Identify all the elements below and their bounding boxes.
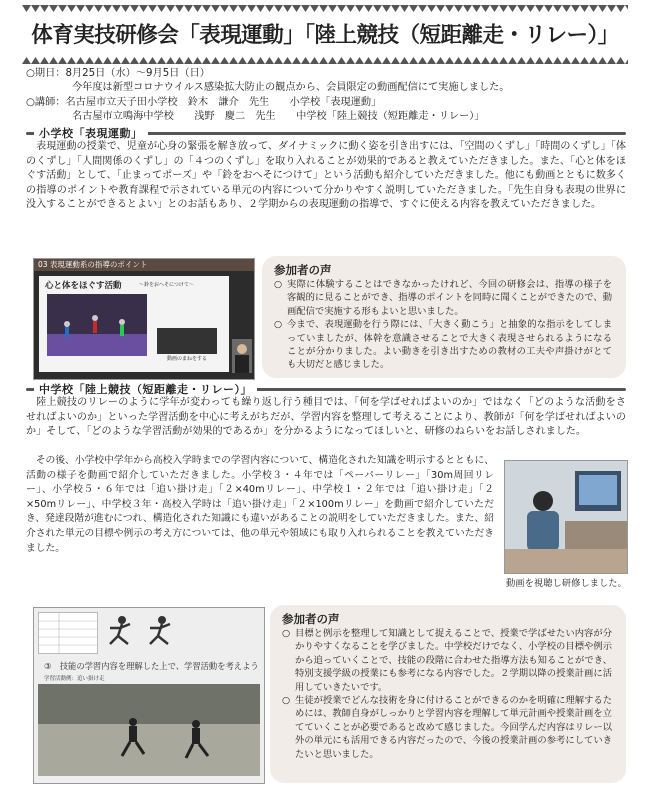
section-heading-label: 小学校「表現運動」 (34, 125, 148, 141)
slide-body (39, 276, 229, 372)
gym-runners-illustration (38, 684, 260, 776)
decorative-border-top (22, 5, 628, 13)
voice-item: ○ 実際に体験することはできなかったけれど、今回の研修会は、指導の様子を客観的に見ることができ、指導のポイントを同時に聞くことができたので、動画配信で実施する形もよいと思いました。 (274, 278, 612, 318)
lecturer-line-2: 名古屋市立鳴海中学校 浅野 慶二 先生 中学校「陸上競技（短距離走・リレー）」 (72, 111, 485, 122)
participant-voices-junior (270, 605, 626, 783)
slide-table (38, 612, 98, 654)
page-title: 体育実技研修会「表現運動」「陸上競技（短距離走・リレー）」 (31, 23, 619, 48)
slide-inset-video (157, 328, 217, 354)
section-heading-elementary (26, 127, 626, 140)
voices-heading: 参加者の声 (282, 612, 340, 626)
voices-list (274, 278, 612, 372)
triangle-pattern-bottom (22, 56, 628, 64)
junior-body-2: その後、小学校中学年から高校入学時までの学習内容について、構造化された知識を明示するとともに、活動の様子を動画で紹介していただきました。小学校３・４年では「ペーパーリレー」「30m周回リレー」、小学校５・６年では「追い掛け走」「２×40mリレー」、中学校１・２年では「追い掛け走」「２×50mリレー」、中学校３年・高校入学時は「追い掛け走」「２×100mリレー」を動画で紹介していただき、発達段階が進むにつれ、構造化された知識にも違いがあることの説明をしていただきました。また、紹介された単元の目標や例示の考え方については、他の単元や領域にも取り入れられることを教えていただきました。 (26, 455, 494, 554)
voice-item: ○ 今まで、表現運動を行う際には、「大きく動こう」と抽象的な指示をしてしまっていましたが、体幹を意識させることで大きく表現させられるようになることが分かりました。よい動きを引き出すための教材の工夫や声掛けがとても大切だと感じました。 (274, 318, 612, 372)
decorative-border-bottom (22, 56, 628, 64)
period-note: 今年度は新型コロナウイルス感染拡大防止の観点から、会員限定の動画配信にて実施しました。 (72, 82, 510, 93)
dancers-illustration (47, 294, 147, 356)
training-photo (504, 460, 628, 574)
slide-banner: ③ 技能の学習内容を理解した上で、学習活動を考えよう (44, 661, 259, 671)
section-heading-junior (26, 383, 626, 396)
presenter-video (232, 339, 252, 373)
table-lines (39, 613, 97, 653)
voices-heading: 参加者の声 (274, 263, 332, 277)
triangle-pattern-top (22, 5, 628, 13)
junior-video-screenshot (33, 607, 265, 784)
gym-video-frame (38, 684, 260, 776)
lecturer-line-1: ○講師：名古屋市立天子田小学校 鈴木 謙介 先生 小学校「表現運動」 (26, 97, 382, 108)
voice-item: ○ 生徒が授業でどんな技術を身に付けることができるのかを明確に理解するためには、教師自身がしっかりと学習内容を理解して単元計画や授業計画を立てていくことが必要であると改めて感じました。今回学んだ内容はリレー以外の単元にも活用できる内容だったので、今後の授業計画の参考にしていきたいと思いました。 (282, 694, 612, 761)
runner-icon (102, 614, 142, 648)
video-frame (47, 294, 147, 356)
slide-subtitle: 心と体をほぐす活動 (45, 281, 122, 291)
elementary-body: 表現運動の授業で、児童が心身の緊張を解き放って、ダイナミックに動く姿を引き出すには、「空間のくずし」「時間のくずし」「体のくずし」「人間関係のくずし」の「４つのくずし」を取り入れることが効果的であると教えていただきました。また、「心と体をほぐす活動」として、「止まってポーズ」や「鈴をおへそにつけて」という活動も紹介していただきました。他にも動画とともに数多くの指導のポイントや教育課程で示されている単元の内容について分かりやすく説明していただきました。「先生自身も表現の世界に没入することができるとよい」とのお話もあり、２学期からの表現運動の指導で、すぐに使える内容を教えていただきました。 (26, 141, 626, 211)
section-heading-label: 中学校「陸上競技（短距離走・リレー）」 (34, 381, 257, 397)
teacher-at-computer-photo (505, 461, 627, 573)
elementary-video-screenshot (33, 258, 255, 380)
runner-icon (142, 614, 182, 648)
slide-sub: 学習活動例：追い掛け走 (44, 676, 105, 682)
presenter-icon (232, 339, 252, 373)
event-period: ○期日：8月25日（水）～9月5日（日） (26, 68, 210, 79)
slide-header: 03 表現運動系の指導のポイント (34, 259, 255, 271)
participant-voices-elementary (262, 256, 626, 378)
slide-caption: 動画のまねをする (166, 356, 207, 362)
slide-subtitle-small: ～鈴をおへそにつけて～ (139, 282, 194, 288)
photo-caption: 動画を視聴し研修しました。 (506, 578, 627, 589)
voices-list (282, 627, 612, 761)
voice-item: ○ 目標と例示を整理して知識として捉えることで、授業で学ばせたい内容が分かりやすくなることを学びました。中学校だけでなく、小学校の目標や例示から追っていくことで、技能の段階に合わせた指導方法も知ることができ、特別支援学級の授業にも参考になる内容でした。２学期以降の授業計画に活用していきたいです。 (282, 627, 612, 694)
junior-body-1: 陸上競技のリレーのように学年が変わっても繰り返し行う種目では、「何を学ばせればよいのか」ではなく「どのような活動をさせればよいのか」といった学習活動を中心に考えがちだが、学習内容を整理して考えることにより、教師が「何を学ばせればよいのか」そして、「どのような学習活動が効果的であるか」を分かるようになってほしいと、研修のねらいをお話しされました。 (26, 397, 626, 438)
